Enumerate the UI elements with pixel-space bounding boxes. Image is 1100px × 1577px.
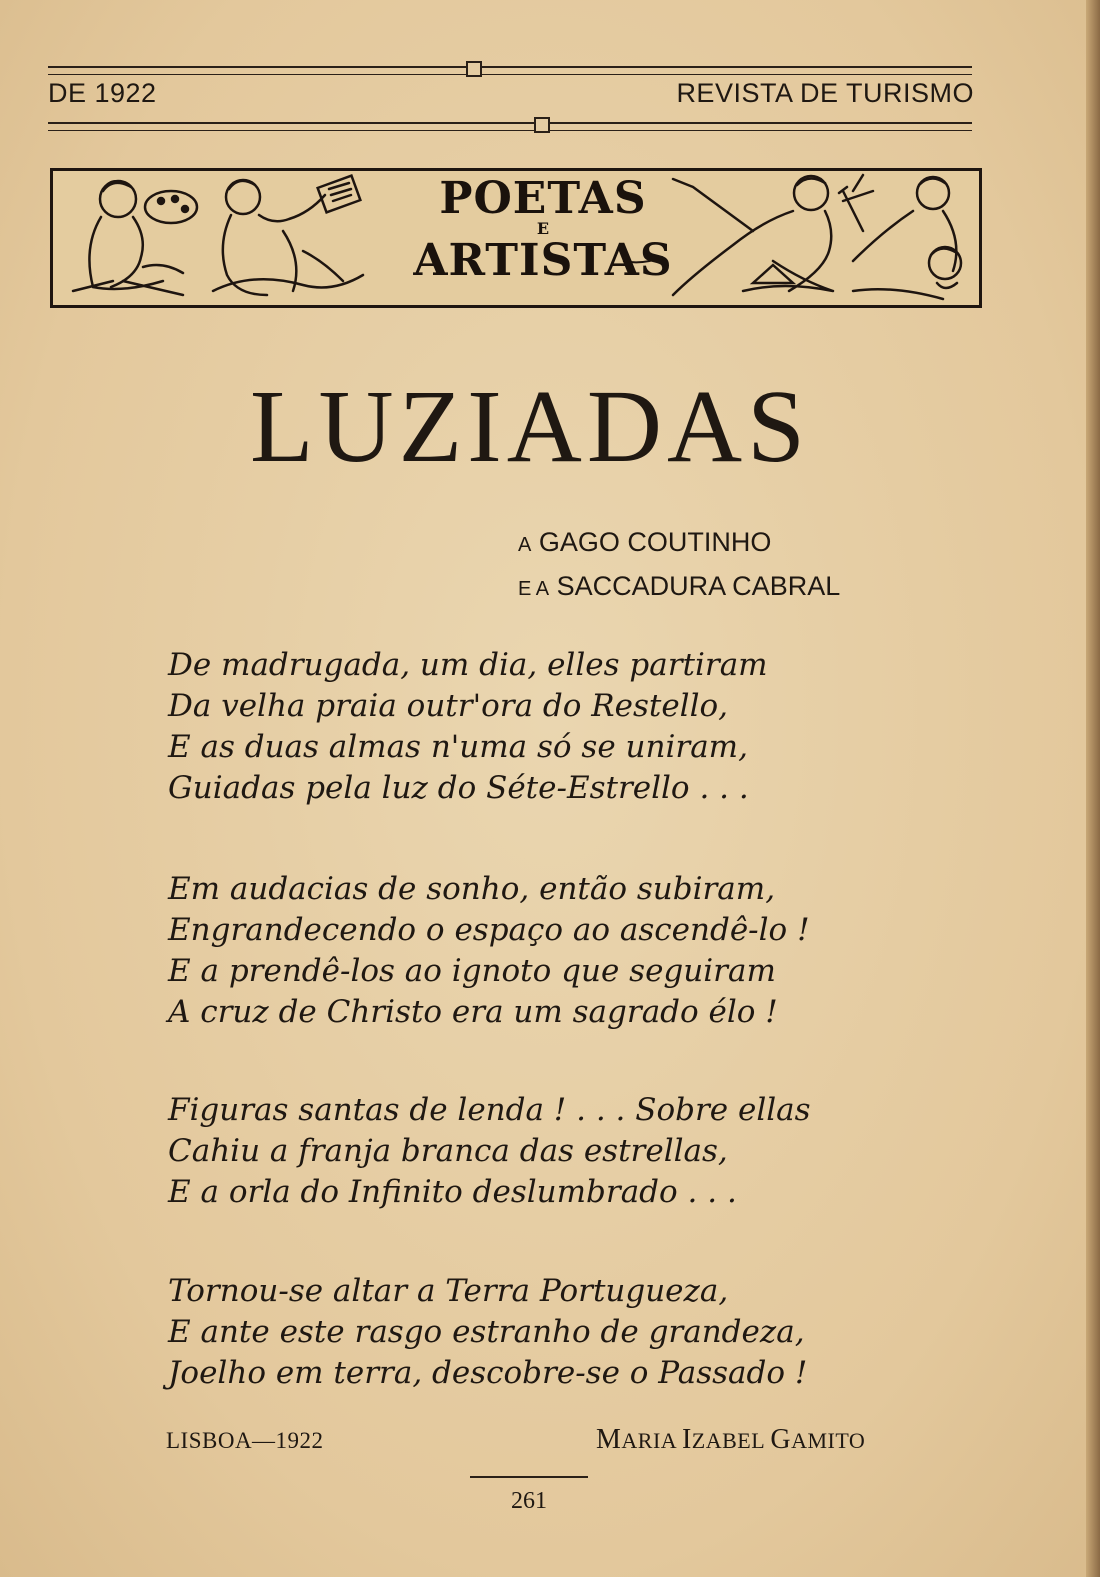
verse-line: De madrugada, um dia, elles partiram (168, 647, 768, 683)
dedication-line-2 (518, 566, 840, 610)
place-date: LISBOA—1922 (166, 1428, 324, 1453)
verse-line: E as duas almas n'uma só se uniram, (168, 729, 748, 765)
stanza (168, 869, 888, 1033)
verse-line: E a orla do Infinito deslumbrado . . . (168, 1174, 737, 1210)
poem-title: LUZIADAS (250, 369, 810, 484)
verse-line: Da velha praia outr'ora do Restello, (168, 688, 729, 724)
verse-line: E a prendê-los ao ignoto que seguiram (168, 953, 776, 989)
author-signature (596, 1424, 865, 1456)
header-rule-top (48, 66, 972, 75)
dedication-line-1 (518, 522, 840, 566)
verse-line: Joelho em terra, descobre-se o Passado ! (168, 1355, 808, 1391)
author-smallcaps: ARIA (621, 1428, 682, 1453)
verse-line: Engrandecendo o espaço ao ascendê-lo ! (168, 912, 810, 948)
dedication (518, 522, 840, 610)
running-header-title: REVISTA DE TURISMO (676, 78, 974, 108)
verse-line: Figuras santas de lenda ! . . . Sobre ellas (168, 1092, 811, 1128)
poem-body (168, 645, 888, 1454)
author-smallcaps: AMITO (791, 1428, 866, 1453)
verse-line: E ante este rasgo estranho de grandeza, (168, 1314, 805, 1350)
dedication-prefix: E A (518, 578, 550, 600)
author-smallcaps: ZABEL (691, 1428, 771, 1453)
verse-line: Em audacias de sonho, então subiram, (168, 871, 776, 907)
banner-line-e: E (536, 219, 550, 238)
stanza (168, 645, 888, 809)
banner-title (383, 173, 703, 286)
verse-line: Guiadas pela luz do Séte-Estrello . . . (168, 770, 749, 806)
dedication-name: GAGO COUTINHO (531, 527, 772, 557)
rule-ornament (534, 117, 550, 133)
verse-line: Cahiu a franja branca das estrellas, (168, 1133, 728, 1169)
banner-line-poetas: POETAS (439, 173, 647, 224)
banner-line-artistas: ARTISTAS (413, 235, 673, 286)
rule-ornament (466, 61, 482, 77)
section-banner (50, 168, 982, 308)
author-initial: I (681, 1424, 692, 1455)
verse-line: A cruz de Christo era um sagrado élo ! (168, 994, 778, 1030)
header-rule-bottom (48, 122, 972, 131)
page-edge (1086, 0, 1100, 1577)
author-initial: G (770, 1424, 792, 1455)
dedication-name: SACCADURA CABRAL (549, 571, 841, 601)
dedication-prefix: A (518, 534, 532, 556)
page-number-rule (470, 1476, 588, 1478)
verse-line: Tornou-se altar a Terra Portugueza, (168, 1273, 729, 1309)
stanza (168, 1090, 888, 1213)
stanza (168, 1271, 888, 1394)
page-number: 261 (511, 1488, 547, 1514)
running-header-date: DE 1922 (48, 78, 157, 108)
author-initial: M (596, 1424, 622, 1455)
